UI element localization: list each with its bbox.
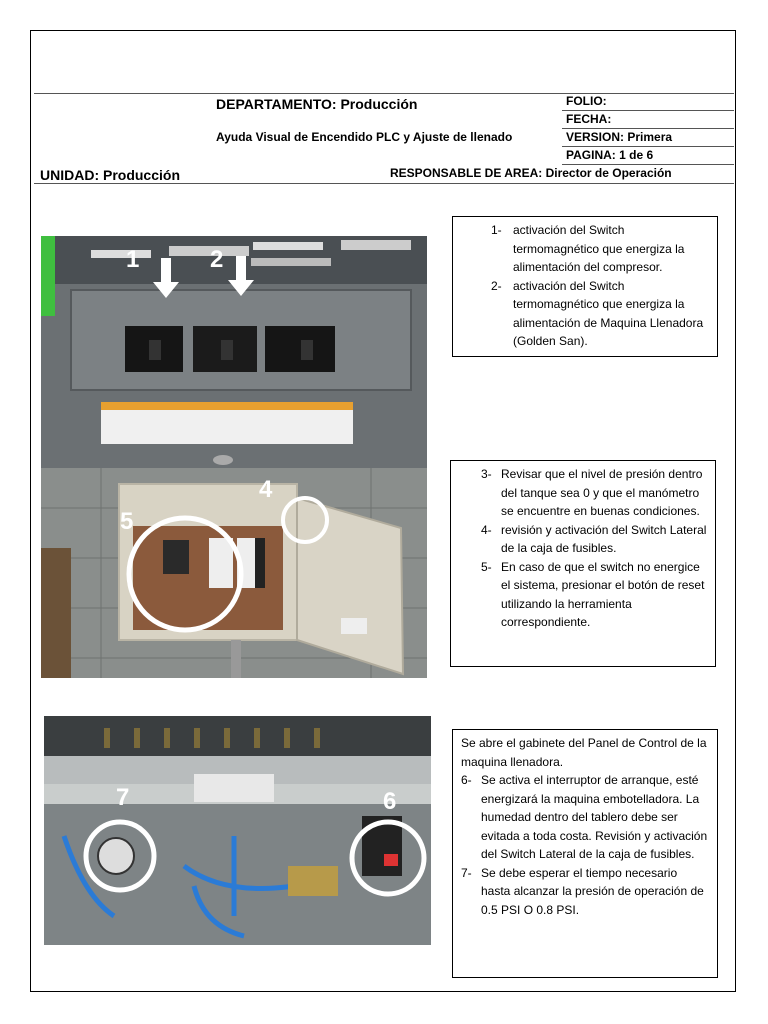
photo-label-7: 7 xyxy=(116,784,130,811)
step-5: 5- En caso de que el switch no energice el sistema, presionar el botón de reset utilizando la herramienta correspondiente. xyxy=(481,559,705,629)
instruction-box-2 xyxy=(450,460,716,667)
step-3: 3- Revisar que el nivel de presión dentro del tanque sea 0 y que el manómetro se encuentre en buenas condiciones. xyxy=(481,467,703,518)
version-label: VERSION: Primera xyxy=(566,130,673,144)
control-panel-photo xyxy=(44,716,431,945)
pagina-label: PAGINA: 1 de 6 xyxy=(566,148,654,162)
photo-label-4: 4 xyxy=(259,476,273,503)
fuse-box-photo xyxy=(41,468,427,678)
photo-label-5: 5 xyxy=(120,508,134,535)
header-line-pagina xyxy=(562,164,734,165)
header-line-folio xyxy=(562,110,734,111)
instruction-box-1 xyxy=(452,216,718,357)
step-4: 4- revisión y activación del Switch Lateral de la caja de fusibles. xyxy=(481,522,707,555)
responsible-label: RESPONSABLE DE AREA: Director de Operación xyxy=(390,166,672,180)
unit-label: UNIDAD: Producción xyxy=(40,167,180,183)
fecha-label: FECHA: xyxy=(566,112,612,126)
photo-label-6: 6 xyxy=(383,788,397,815)
header-line-version xyxy=(562,146,734,147)
step-1: 1- activación del Switch termomagnético que energiza la alimentación del compresor. xyxy=(491,223,685,274)
instruction-box-3 xyxy=(452,729,718,978)
step-7: 7- Se debe esperar el tiempo necesario hasta alcanzar la presión de operación de 0.5 PSI O 0.8 PSI. xyxy=(461,865,704,917)
folio-label: FOLIO: xyxy=(566,94,607,108)
header-line-fecha xyxy=(562,128,734,129)
step-6: 6- Se activa el interruptor de arranque, esté energizará la maquina embotelladora. La humedad dentro del tablero debe ser evitada a toda costa. Revisión y activación del Switch Lateral de la caja de fusibles. xyxy=(461,773,708,861)
breaker-panel-photo xyxy=(41,236,427,468)
document-subtitle: Ayuda Visual de Encendido PLC y Ajuste de llenado xyxy=(216,130,513,144)
step-2: 2- activación del Switch termomagnético que energiza la alimentación de Maquina Llenadora (Golden San). xyxy=(491,278,704,348)
header-line-bottom xyxy=(34,183,734,184)
control-panel-intro: Se abre el gabinete del Panel de Control de la maquina llenadora. xyxy=(461,736,707,769)
photo-label-2: 2 xyxy=(210,246,224,273)
photo-label-1: 1 xyxy=(126,246,140,273)
department-title: DEPARTAMENTO: Producción xyxy=(216,96,418,112)
header-line-top xyxy=(34,93,734,94)
